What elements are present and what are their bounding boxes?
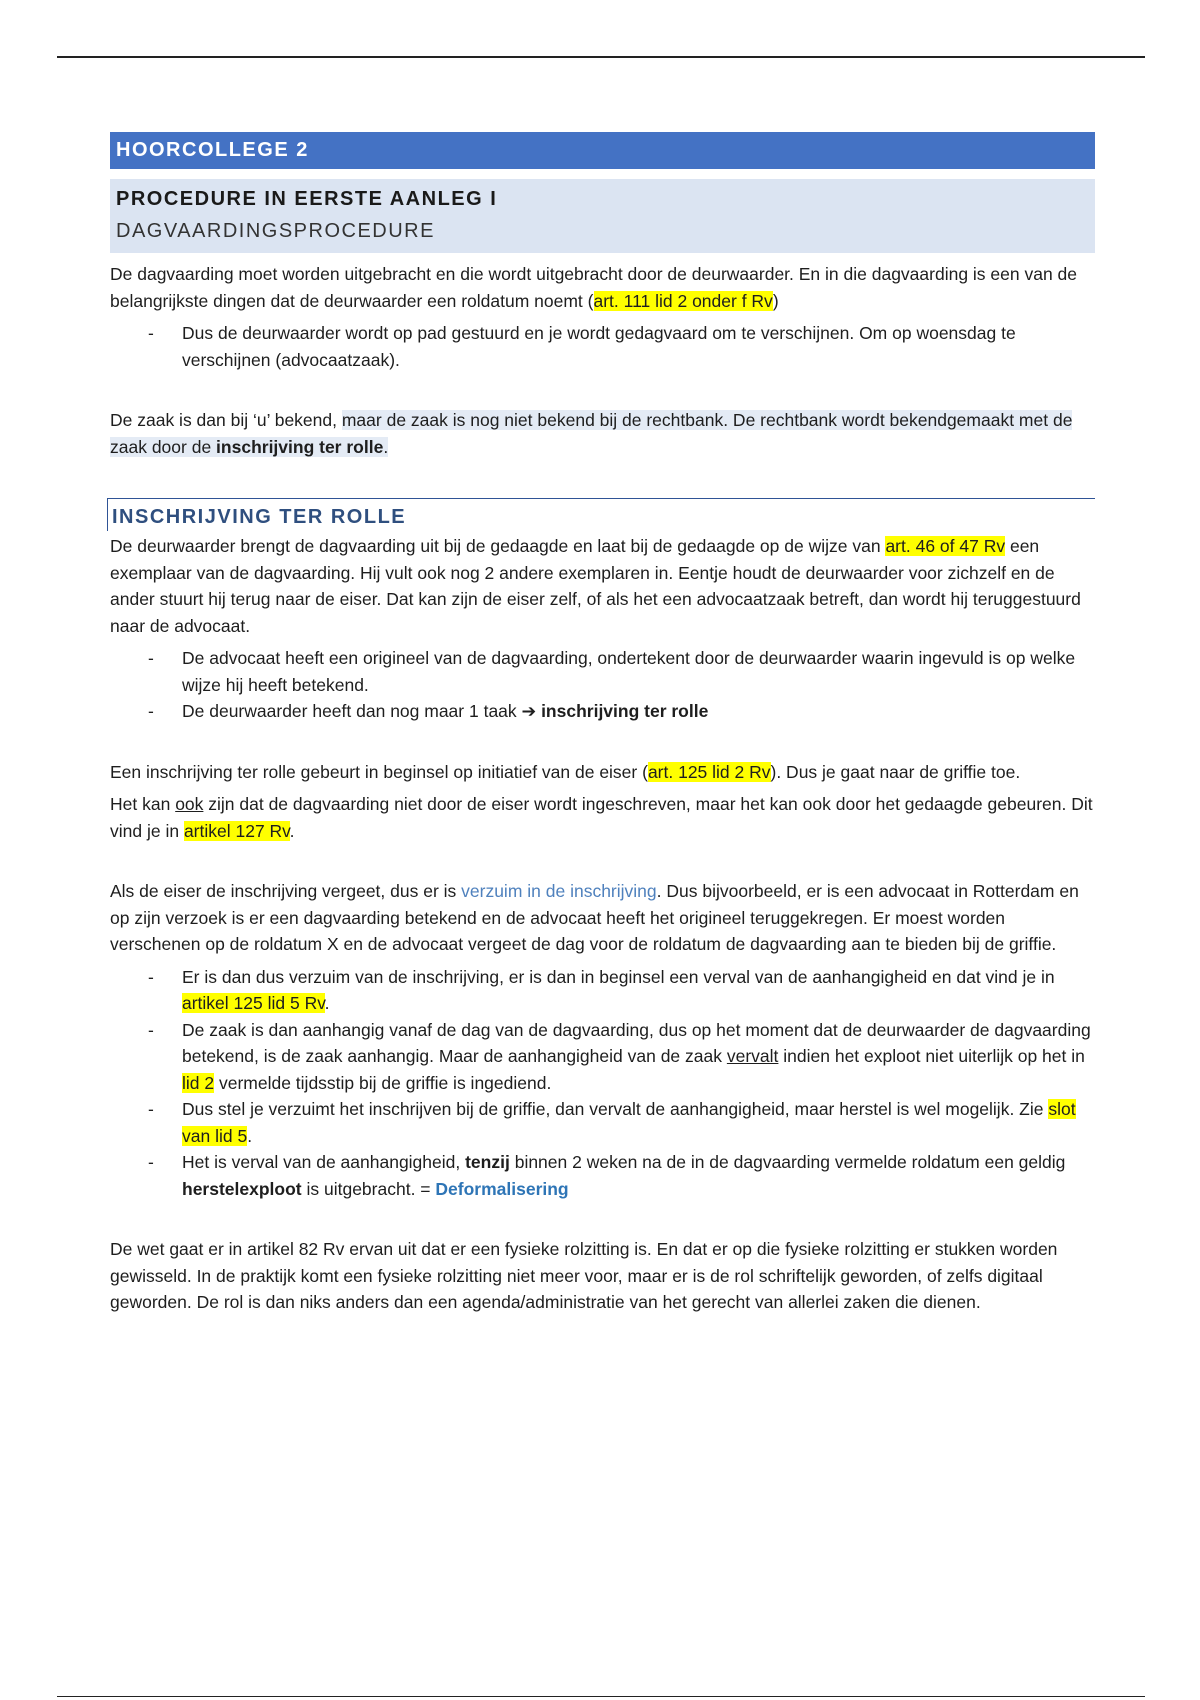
blue-term-deformalisering: Deformalisering — [435, 1178, 569, 1199]
highlight-art-46: art. 46 of 47 Rv — [885, 536, 1006, 556]
highlight-art-111: art. 111 lid 2 onder f Rv — [593, 290, 773, 311]
paragraph-gedaagde: Het kan ook zijn dat de dagvaarding niet door de eiser wordt ingeschreven, maar het kan ook door het gedaagde gebeuren. Dit vind je in artikel 127 Rv. — [110, 794, 1093, 841]
highlight-art-125: art. 125 lid 2 Rv — [647, 761, 771, 782]
list-item: - Dus stel je verzuimt het inschrijven bij de griffie, dan vervalt de aanhangigheid, maar herstel is wel mogelijk. Zie slot van lid 5. — [110, 1096, 1095, 1149]
list-item: - Dus de deurwaarder wordt op pad gestuurd en je wordt gedagvaard om te verschijnen. Om op woensdag te verschijnen (advocaatzaak). — [110, 320, 1095, 373]
highlight-art-127: artikel 127 Rv — [183, 820, 290, 841]
bullet-list-2 — [110, 645, 1095, 725]
list-item: - De deurwaarder heeft dan nog maar 1 taak ➔ inschrijving ter rolle — [110, 698, 1095, 725]
heading-block — [110, 179, 1095, 253]
paragraph-verzuim: Als de eiser de inschrijving vergeet, dus er is verzuim in de inschrijving. Dus bijvoorbeeld, er is een advocaat in Rotterdam en op zijn verzoek is er een dagvaarding betekend en de advocaat heeft het origineel teruggekregen. Er moest worden verschenen op de roldatum X en de advocaat vergeet de dag voor de roldatum de dagvaarding aan te bieden bij de griffie. — [110, 881, 1079, 954]
paragraph-dagvaarding: De dagvaarding moet worden uitgebracht en die wordt uitgebracht door de deurwaarder. En in die dagvaarding is een van de belangrijkste dingen dat de deurwaarder een roldatum noemt (art. 111 lid 2 onder f Rv) — [110, 264, 1078, 311]
header-rule — [57, 56, 1145, 58]
list-item: - Er is dan dus verzuim van de inschrijving, er is dan in beginsel een verval van de aanhangigheid en dat vind je in artikel 125 lid 5 Rv. — [110, 964, 1095, 1017]
footer-rule — [57, 1696, 1145, 1697]
heading-hoorcollege: HOORCOLLEGE 2 — [110, 132, 1095, 169]
arrow-icon: ➔ — [521, 701, 537, 721]
list-item: - Het is verval van de aanhangigheid, tenzij binnen 2 weken na de in de dagvaarding vermelde roldatum een geldig herstelexploot is uitgebracht. = Deformalisering — [110, 1149, 1095, 1202]
blue-term: verzuim in de inschrijving — [461, 881, 657, 901]
heading-inschrijving-ter-rolle: INSCHRIJVING TER ROLLE — [107, 498, 1095, 531]
paragraph-initiatief-eiser: Een inschrijving ter rolle gebeurt in beginsel op initiatief van de eiser (art. 125 lid 2 Rv). Dus je gaat naar de griffie toe. — [110, 761, 1021, 782]
list-item: - De zaak is dan aanhangig vanaf de dag van de dagvaarding, dus op het moment dat de deurwaarder de dagvaarding betekend, is de zaak aanhangig. Maar de aanhangigheid van de zaak vervalt indien het exploot niet uiterlijk op het in lid 2 vermelde tijdsstip bij de griffie is ingediend. — [110, 1017, 1095, 1097]
bullet-list-1 — [110, 320, 1095, 373]
shaded-text: maar de zaak is nog niet bekend bij de rechtbank. De rechtbank wordt bekendgemaakt met de zaak door de — [110, 410, 1073, 457]
list-item: - De advocaat heeft een origineel van de dagvaarding, ondertekent door de deurwaarder waarin ingevuld is op welke wijze hij heeft betekend. — [110, 645, 1095, 698]
paragraph-deurwaarder: De deurwaarder brengt de dagvaarding uit bij de gedaagde en laat bij de gedaagde op de wijze van art. 46 of 47 Rv een exemplaar van de dagvaarding. Hij vult ook nog 2 andere exemplaren in. Eentje houdt de deurwaarder voor zichzelf en de ander stuurt hij terug naar de eiser. Dat kan zijn de eiser zelf, of als het een advocaatzaak betreft, dan wordt hij teruggestuurd naar de advocaat. — [110, 536, 1081, 636]
heading-dagvaardingsprocedure: DAGVAARDINGSPROCEDURE — [116, 220, 435, 242]
bullet-list-3 — [110, 964, 1095, 1203]
paragraph-zaak-bekend: De zaak is dan bij ‘u’ bekend, maar de zaak is nog niet bekend bij de rechtbank. De rechtbank wordt bekendgemaakt met de zaak door de inschrijving ter rolle. — [110, 410, 1073, 457]
document-body — [110, 132, 1095, 1316]
paragraph-rolzitting: De wet gaat er in artikel 82 Rv ervan uit dat er een fysieke rolzitting is. En dat er op die fysieke rolzitting er stukken worden gewisseld. In de praktijk komt een fysieke rolzitting niet meer voor, maar er is de rol schriftelijk geworden, of zelfs digitaal geworden. De rol is dan niks anders dan een agenda/administratie van het gerecht van allerlei zaken die dienen. — [110, 1239, 1058, 1312]
heading-procedure: PROCEDURE IN EERSTE AANLEG I — [116, 188, 498, 210]
